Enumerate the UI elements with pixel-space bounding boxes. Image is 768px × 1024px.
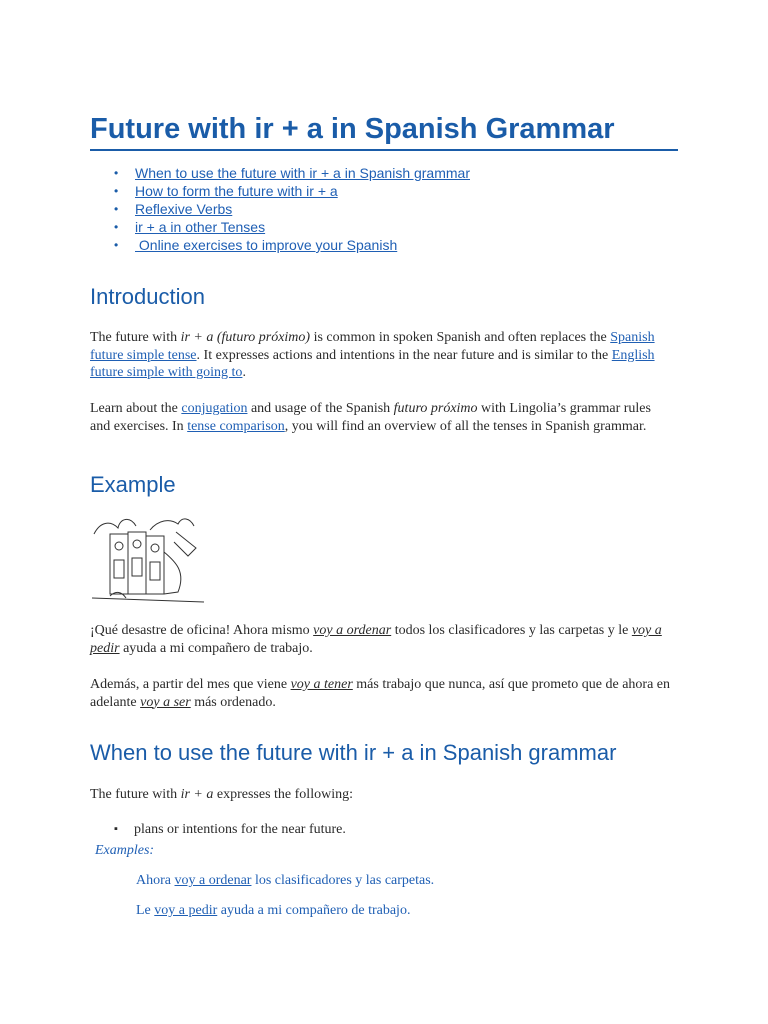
- toc-item[interactable]: [90, 182, 470, 200]
- toc-link[interactable]: When to use the future with ir + a in Spanish grammar: [135, 165, 470, 181]
- when-heading: When to use the future with ir + a in Spanish grammar: [90, 740, 617, 765]
- intro-paragraph-2: Learn about the conjugation and usage of the Spanish futuro próximo with Lingolia’s grammar rules and exercises. In tense comparison, you will find an overview of all the tenses in Spanish grammar.: [90, 401, 651, 434]
- link-english-future-going-to[interactable]: English future simple with going to: [90, 347, 655, 380]
- toc-link[interactable]: Online exercises to improve your Spanish: [135, 237, 398, 253]
- link-tense-comparison[interactable]: tense comparison: [187, 418, 285, 434]
- example-heading: Example: [90, 472, 176, 497]
- toc-item[interactable]: [90, 200, 470, 218]
- link-conjugation[interactable]: conjugation: [181, 401, 248, 416]
- example-line-2: Le voy a pedir ayuda a mi compañero de trabajo.: [136, 903, 411, 918]
- example-paragraph-1: ¡Qué desastre de oficina! Ahora mismo voy a ordenar todos los clasificadores y las carpetas y le voy a pedir ayuda a mi compañero de trabajo.: [90, 623, 662, 656]
- example-paragraph-2: Además, a partir del mes que viene voy a tener más trabajo que nunca, así que prometo que de ahora en adelante voy a ser más ordenado.: [90, 677, 671, 710]
- verb-link[interactable]: voy a ordenar: [174, 873, 252, 888]
- intro-paragraph-1: The future with ir + a (futuro próximo) is common in spoken Spanish and often replaces the Spanish future simple tense. It expresses actions and intentions in the near future and is similar to the English future simple with going to.: [90, 330, 655, 380]
- intro-heading: Introduction: [90, 284, 205, 309]
- toc-item[interactable]: [90, 236, 470, 254]
- table-of-contents: [90, 164, 470, 254]
- toc-item[interactable]: [90, 164, 470, 182]
- examples-label: Examples:: [95, 843, 155, 858]
- toc-link[interactable]: Reflexive Verbs: [135, 201, 233, 217]
- when-intro: The future with ir + a expresses the following:: [90, 787, 353, 802]
- example-line-1: Ahora voy a ordenar los clasificadores y las carpetas.: [136, 873, 435, 888]
- page-title: Future with ir + a in Spanish Grammar: [90, 112, 678, 151]
- verb-link[interactable]: voy a pedir: [154, 903, 218, 918]
- toc-item[interactable]: [90, 218, 470, 236]
- link-spanish-future-simple[interactable]: Spanish future simple tense: [90, 330, 655, 363]
- bullet-item: ▪ plans or intentions for the near future.: [114, 822, 346, 838]
- binders-illustration: [90, 512, 206, 606]
- toc-link[interactable]: ir + a in other Tenses: [135, 219, 266, 235]
- toc-link[interactable]: How to form the future with ir + a: [135, 183, 338, 199]
